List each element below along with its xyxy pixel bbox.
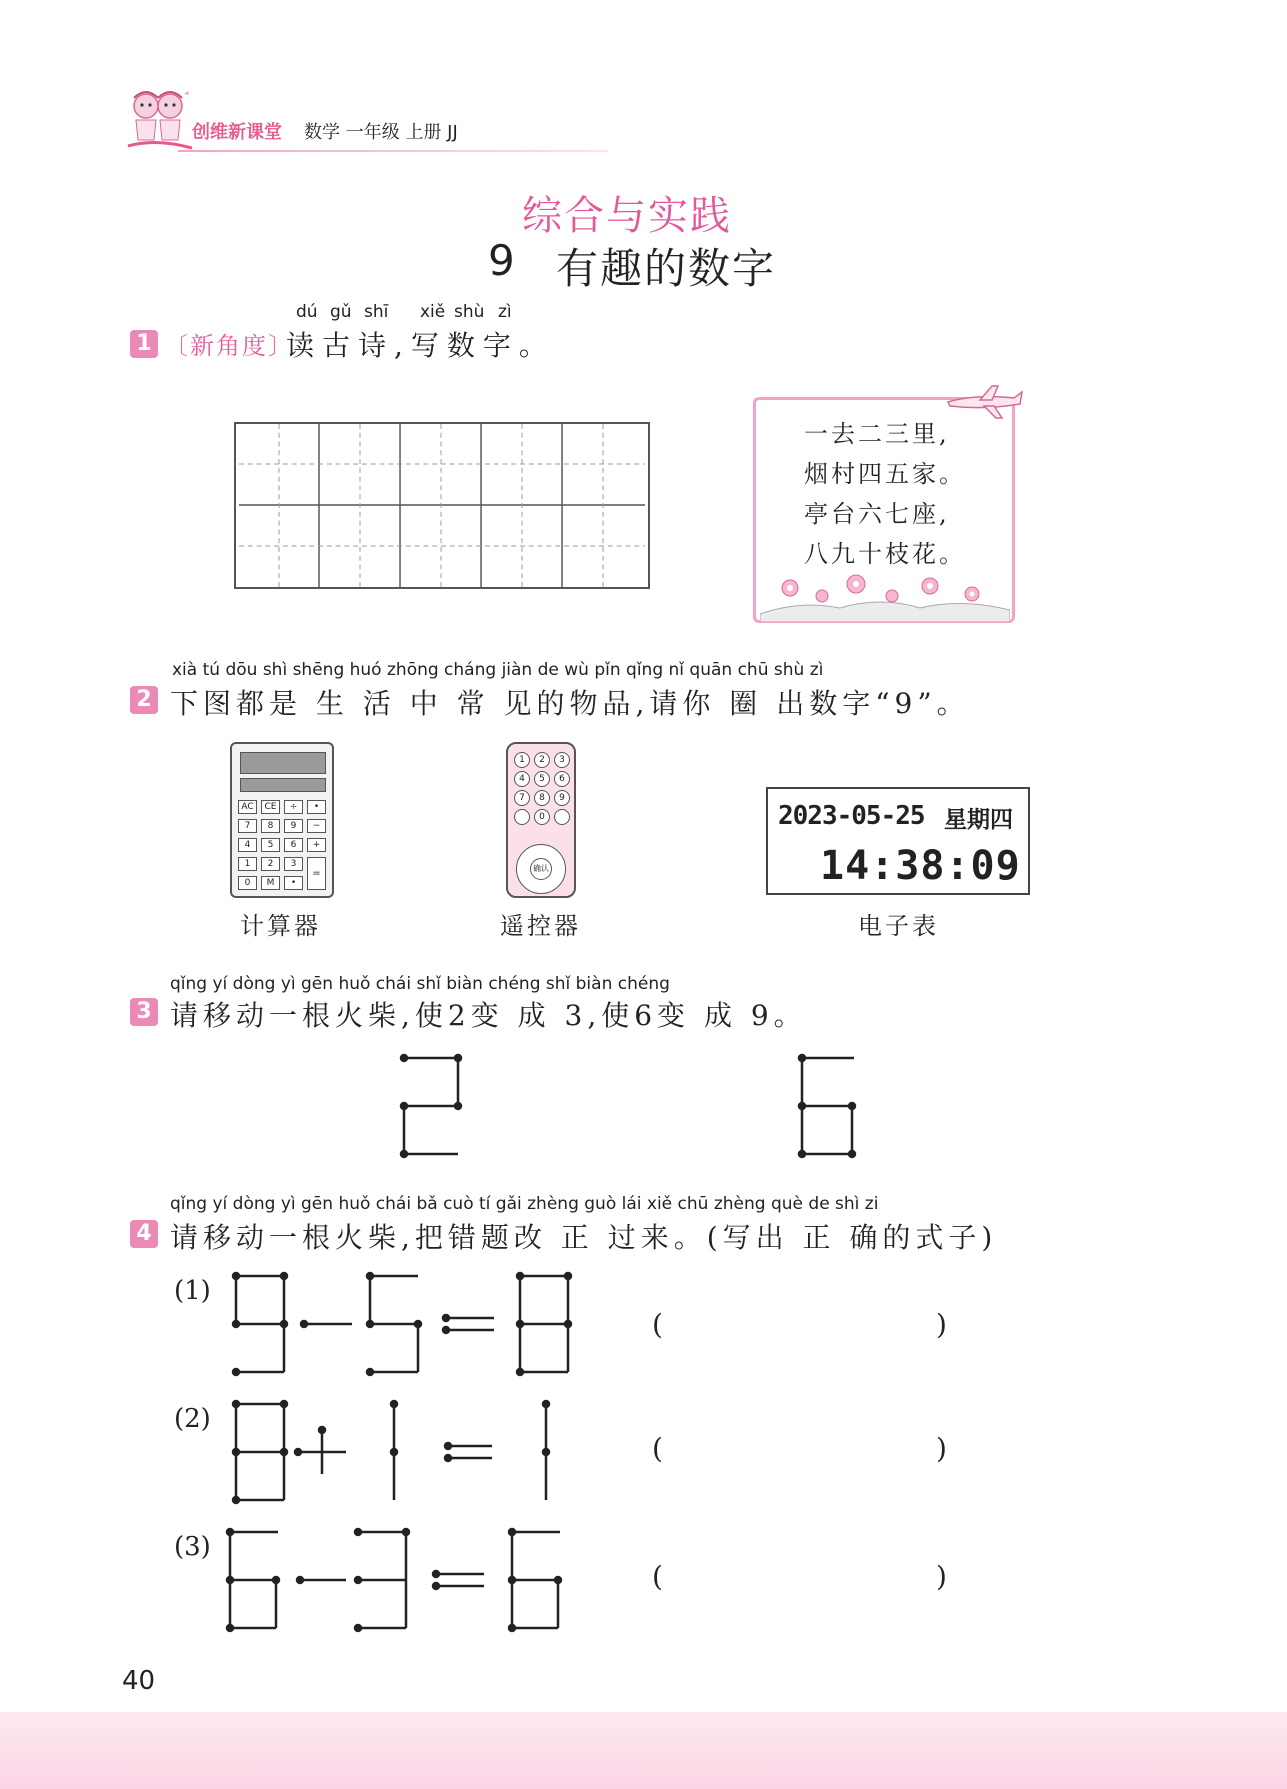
item-label-remote: 遥控器 bbox=[500, 912, 581, 940]
calculator-display bbox=[240, 778, 326, 792]
calculator[interactable] bbox=[230, 742, 334, 898]
answer-paren-close: ) bbox=[936, 1432, 947, 1465]
page-number: 40 bbox=[122, 1666, 156, 1696]
calculator-key[interactable]: • bbox=[284, 876, 303, 890]
remote-dpad[interactable] bbox=[516, 844, 566, 894]
airplane-icon bbox=[944, 382, 1024, 422]
answer-paren-open: ( bbox=[652, 1560, 663, 1593]
calculator-key[interactable]: 4 bbox=[238, 838, 257, 852]
calculator-key[interactable]: ÷ bbox=[284, 800, 303, 814]
matchstick-equation-3[interactable] bbox=[222, 1526, 582, 1636]
calculator-key[interactable]: 2 bbox=[261, 857, 280, 871]
calculator-key[interactable]: 8 bbox=[261, 819, 280, 833]
calculator-key[interactable]: + bbox=[307, 838, 326, 852]
poem-line: 烟村四五家。 bbox=[804, 460, 966, 488]
header-rule bbox=[178, 150, 608, 152]
calculator-key[interactable]: 9 bbox=[284, 819, 303, 833]
brand-name: 创维新课堂 bbox=[192, 122, 282, 143]
sub-question-label: (2) bbox=[174, 1404, 211, 1434]
pinyin: shī bbox=[364, 302, 389, 322]
question-text: 请移动一根火柴,把错题改 正 过来。(写出 正 确的式子) bbox=[170, 1221, 998, 1254]
item-label-calculator: 计算器 bbox=[240, 912, 321, 940]
remote-key[interactable]: 0 bbox=[534, 809, 550, 825]
remote-key[interactable]: 8 bbox=[534, 790, 550, 806]
calculator-key[interactable]: 3 bbox=[284, 857, 303, 871]
poem-card bbox=[753, 397, 1015, 623]
new-angle-tag: 〔新角度〕 bbox=[164, 332, 294, 360]
matchstick-equation-1[interactable] bbox=[228, 1270, 588, 1380]
pinyin: shù bbox=[454, 302, 485, 322]
sub-question-label: (3) bbox=[174, 1532, 211, 1562]
calculator-key[interactable]: • bbox=[307, 800, 326, 814]
question-text: 读古诗,写数字。 bbox=[286, 329, 555, 362]
answer-blank-2[interactable] bbox=[672, 1430, 936, 1466]
calculator-display bbox=[240, 752, 326, 774]
question-tag bbox=[164, 326, 294, 361]
lesson-number: 9 bbox=[488, 236, 515, 285]
calculator-equals-key[interactable]: = bbox=[307, 857, 326, 890]
answer-paren-close: ) bbox=[936, 1560, 947, 1593]
calculator-key[interactable]: 6 bbox=[284, 838, 303, 852]
pinyin: zì bbox=[498, 302, 512, 322]
calculator-key[interactable]: 1 bbox=[238, 857, 257, 871]
remote-key[interactable]: 3 bbox=[554, 752, 570, 768]
poem-line: 亭台六七座, bbox=[804, 500, 950, 528]
remote-key[interactable]: 5 bbox=[534, 771, 550, 787]
answer-blank-1[interactable] bbox=[672, 1306, 936, 1342]
lesson-title: 有趣的数字 bbox=[556, 244, 777, 293]
section-title: 综合与实践 bbox=[522, 193, 732, 239]
question-number-badge: 3 bbox=[130, 998, 158, 1026]
question-number-badge: 2 bbox=[130, 686, 158, 714]
remote-key[interactable]: 1 bbox=[514, 752, 530, 768]
calculator-key[interactable]: − bbox=[307, 819, 326, 833]
remote-key[interactable]: 6 bbox=[554, 771, 570, 787]
page-header bbox=[122, 84, 722, 154]
q2-pinyin-row: xià tú dōu shì shēng huó zhōng cháng jiàn de wù pǐn qǐng nǐ quān chū shù zì bbox=[172, 660, 824, 680]
question-text: 请移动一根火柴,使2变 成 3,使6变 成 9。 bbox=[170, 999, 807, 1032]
matchstick-digit-6[interactable] bbox=[794, 1052, 864, 1162]
answer-paren-open: ( bbox=[652, 1308, 663, 1341]
remote-key[interactable]: 7 bbox=[514, 790, 530, 806]
poem-line: 八九十枝花。 bbox=[804, 540, 966, 568]
kids-mascot-icon bbox=[126, 90, 196, 154]
digital-clock bbox=[766, 787, 1030, 895]
q4-pinyin-row: qǐng yí dòng yì gēn huǒ chái bǎ cuò tí gǎi zhèng guò lái xiě chū zhèng què de shì zi bbox=[170, 1194, 879, 1214]
footer-band bbox=[0, 1712, 1287, 1789]
calculator-keypad[interactable] bbox=[238, 800, 330, 894]
calculator-key[interactable]: 0 bbox=[238, 876, 257, 890]
question-text: 下图都是 生 活 中 常 见的物品,请你 圈 出数字“9”。 bbox=[170, 687, 970, 720]
matchstick-digit-2[interactable] bbox=[396, 1052, 466, 1162]
remote-control[interactable] bbox=[506, 742, 576, 898]
answer-paren-close: ) bbox=[936, 1308, 947, 1341]
question-number-badge: 4 bbox=[130, 1220, 158, 1248]
clock-weekday: 星期四 bbox=[944, 807, 1013, 833]
calculator-key[interactable]: 5 bbox=[261, 838, 280, 852]
pinyin: xiě bbox=[420, 302, 446, 322]
sub-question-label: (1) bbox=[174, 1276, 211, 1306]
item-label-clock: 电子表 bbox=[858, 912, 939, 940]
clock-date: 2023-05-25 bbox=[778, 801, 925, 831]
calculator-key[interactable]: M bbox=[261, 876, 280, 890]
answer-blank-3[interactable] bbox=[672, 1558, 936, 1594]
remote-key[interactable] bbox=[514, 809, 530, 825]
calculator-key[interactable]: AC bbox=[238, 800, 257, 814]
writing-grid[interactable] bbox=[234, 422, 650, 589]
remote-keypad[interactable] bbox=[514, 752, 572, 832]
poem-line: 一去二三里, bbox=[804, 420, 950, 448]
remote-ok-button[interactable]: 确认 bbox=[530, 858, 552, 880]
clock-time: 14:38:09 bbox=[820, 843, 1021, 889]
pinyin: dú bbox=[296, 302, 318, 322]
flowers-icon bbox=[760, 566, 1010, 622]
question-number-badge: 1 bbox=[130, 330, 158, 358]
remote-key[interactable]: 9 bbox=[554, 790, 570, 806]
book-info: 数学 一年级 上册 JJ bbox=[304, 122, 458, 143]
answer-paren-open: ( bbox=[652, 1432, 663, 1465]
calculator-key[interactable]: CE bbox=[261, 800, 280, 814]
q3-pinyin-row: qǐng yí dòng yì gēn huǒ chái shǐ biàn chéng shǐ biàn chéng bbox=[170, 974, 670, 994]
calculator-key[interactable]: 7 bbox=[238, 819, 257, 833]
remote-key[interactable]: 4 bbox=[514, 771, 530, 787]
matchstick-equation-2[interactable] bbox=[228, 1398, 568, 1508]
pinyin: gǔ bbox=[330, 302, 352, 322]
remote-key[interactable] bbox=[554, 809, 570, 825]
remote-key[interactable]: 2 bbox=[534, 752, 550, 768]
